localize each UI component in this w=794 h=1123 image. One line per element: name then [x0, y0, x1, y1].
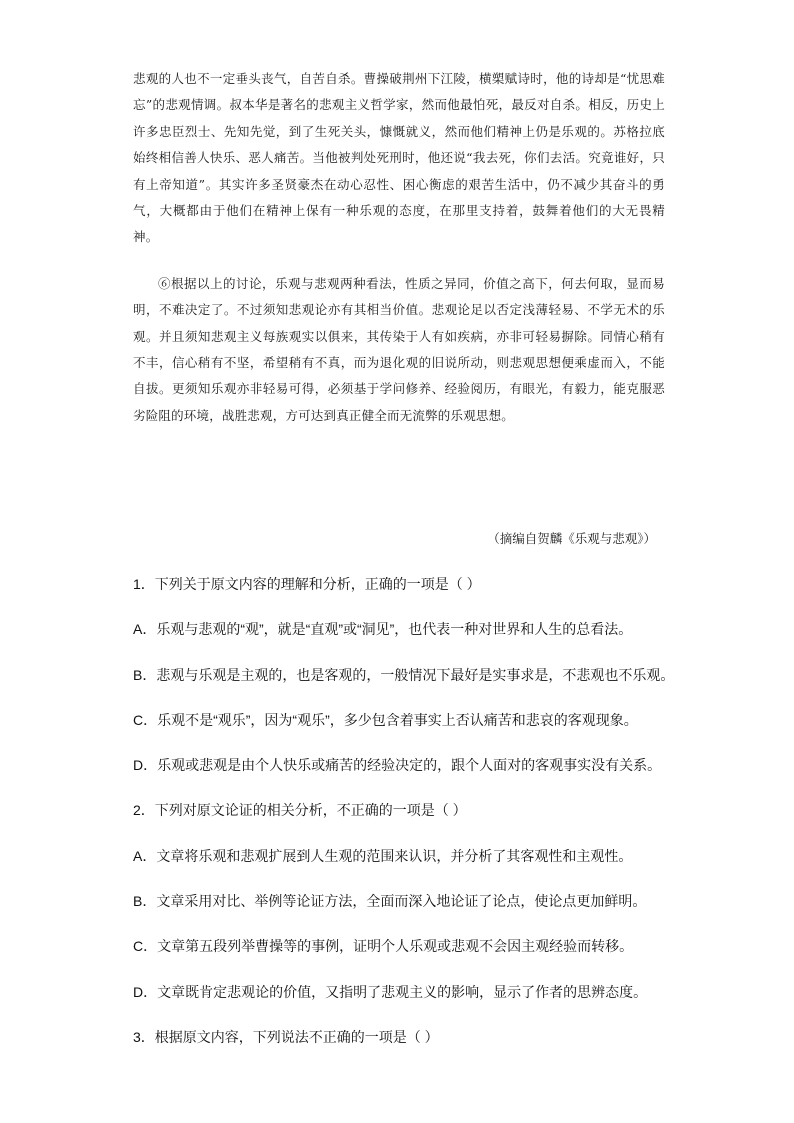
question-1-option-b: B．悲观与乐观是主观的，也是客观的，一般情况下最好是实事求是，不悲观也不乐观。 — [133, 666, 675, 683]
passage-source: （摘编自贺麟《乐观与悲观》） — [487, 531, 656, 546]
question-2-stem: 2．下列对原文论证的相关分析，不正确的一项是（ ） — [133, 802, 467, 819]
question-2-option-b: B．文章采用对比、举例等论证方法，全面而深入地论证了论点，使论点更加鲜明。 — [133, 893, 647, 910]
question-1-option-a: A．乐观与悲观的“观”，就是“直观”或“洞见”，也代表一种对世界和人生的总看法。 — [133, 621, 633, 638]
passage-paragraph-6: ⑥根据以上的讨论，乐观与悲观两种看法，性质之异同，价值之高下，何去何取，显而易明，不难决定了。不过须知悲观论亦有其相当价值。悲观论足以否定浅薄轻易、不学无术的乐观。并且须知悲观主义每族观实以俱来，其传染于人有如疾病，亦非可轻易摒除。同情心稍有不丰，信心稍有不坚，希望稍有不真，而为退化观的旧说所动，则悲观思想便乘虚而入，不能自拔。更须知乐观亦非轻易可得，必须基于学问修养、经验阅历，有眼光，有毅力，能克服恶劣险阻的环境，战胜悲观，方可达到真正健全而无流弊的乐观思想。 — [133, 275, 665, 423]
question-1-option-d: D．乐观或悲观是由个人快乐或痛苦的经验决定的，跟个人面对的客观事实没有关系。 — [133, 757, 662, 774]
passage-paragraph-5: 悲观的人也不一定垂头丧气，自苦自杀。曹操破荆州下江陵，横槊赋诗时，他的诗却是“忧思难忘”的悲观情调。叔本华是著名的悲观主义哲学家，然而他最怕死，最反对自杀。相反，历史上许多忠臣烈士、先知先觉，到了生死关头，慷慨就义，然而他们精神上仍是乐观的。苏格拉底始终相信善人快乐、恶人痛苦。当他被判处死刑时，他还说“我去死，你们去活。究竟谁好，只有上帝知道”。其实许多圣贤豪杰在动心忍性、困心衡虑的艰苦生活中，仍不减少其奋斗的勇气，大概都由于他们在精神上保有一种乐观的态度，在那里支持着，鼓舞着他们的大无畏精神。 — [133, 71, 665, 245]
question-3-stem: 3．根据原文内容，下列说法不正确的一项是（ ） — [133, 1028, 439, 1045]
reading-passage — [133, 66, 665, 429]
question-list — [133, 572, 673, 1070]
question-2-option-a: A．文章将乐观和悲观扩展到人生观的范围来认识，并分析了其客观性和主观性。 — [133, 847, 633, 864]
question-1-stem: 1．下列关于原文内容的理解和分析，正确的一项是（ ） — [133, 576, 481, 592]
question-2-option-c: C．文章第五段列举曹操等的事例，证明个人乐观或悲观不会因主观经验而转移。 — [133, 938, 634, 955]
question-2-option-d: D．文章既肯定悲观论的价值，又指明了悲观主义的影响，显示了作者的思辨态度。 — [133, 983, 648, 1000]
question-1-option-c: C．乐观不是“观乐”，因为“观乐”，多少包含着事实上否认痛苦和悲哀的客观现象。 — [133, 711, 638, 728]
